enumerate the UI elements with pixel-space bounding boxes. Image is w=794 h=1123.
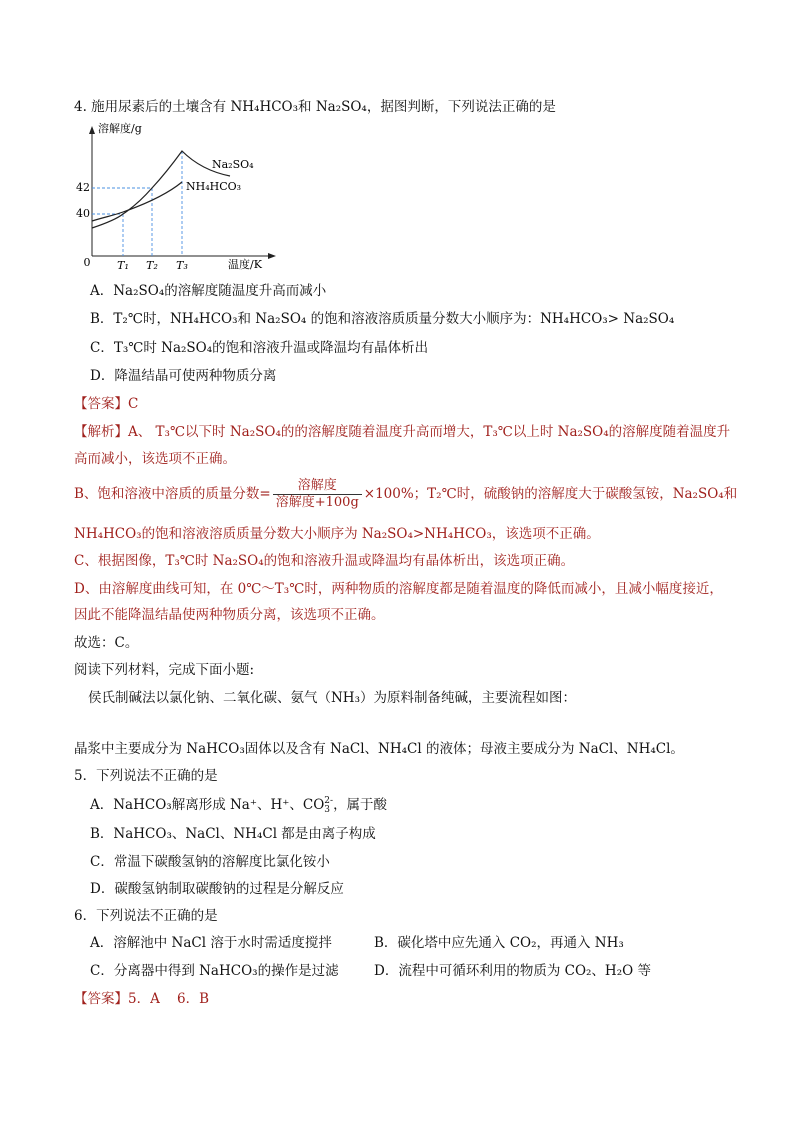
analysis-b-prefix: B、饱和溶液中溶质的质量分数= <box>74 486 271 502</box>
answer-value: C <box>128 396 139 412</box>
reading-note: 晶浆中主要成分为 NaHCO₃固体以及含有 NaCl、NH₄Cl 的液体；母液主要成分为 NaCl、NH₄Cl。 <box>74 741 684 757</box>
q4-stem: 4. 施用尿素后的土壤含有 NH₄HCO₃和 Na₂SO₄，据图判断，下列说法正确的是 <box>74 99 556 115</box>
analysis-a-text: A、 T₃℃以下时 Na₂SO₄的的溶解度随着温度升高而增大，T₃℃以上时 Na₂SO₄的溶解度随着温度升 <box>128 424 731 440</box>
frac-numerator: 溶解度 <box>273 478 362 495</box>
q4-analysis-a1 <box>74 423 730 441</box>
q4-analysis-b2: NH₄HCO₃的饱和溶液溶质质量分数大小顺序为 Na₂SO₄>NH₄HCO₃，该选项不正确。 <box>74 526 600 542</box>
answer-tag: 【答案】 <box>74 396 128 412</box>
tick-40: 40 <box>76 207 90 220</box>
analysis-b-suffix: ×100%；T₂℃时，硫酸钠的溶解度大于碳酸氢铵，Na₂SO₄和 <box>363 486 738 502</box>
x-axis-arrow <box>268 253 276 259</box>
mass-fraction-formula <box>273 478 362 511</box>
q4-option-a: A．Na₂SO₄的溶解度随温度升高而减小 <box>90 283 327 299</box>
q6-option-a: A．溶解池中 NaCl 溶于水时需适度搅拌 <box>90 935 332 951</box>
q6-stem: 6．下列说法不正确的是 <box>74 908 218 924</box>
y-axis-arrow <box>89 126 95 134</box>
q4-option-b: B．T₂℃时，NH₄HCO₃和 Na₂SO₄ 的饱和溶液溶质质量分数大小顺序为：NH₄HCO₃> Na₂SO₄ <box>90 311 675 327</box>
q6-option-d: D．流程中可循环利用的物质为 CO₂、H₂O 等 <box>374 963 651 979</box>
q4-analysis-b1 <box>74 478 737 511</box>
analysis-tag: 【解析】 <box>74 424 128 440</box>
y-axis-label: 溶解度/g <box>98 122 142 135</box>
q6-option-c: C．分离器中得到 NaHCO₃的操作是过滤 <box>90 963 339 979</box>
solubility-chart <box>70 118 280 278</box>
reading-material: 侯氏制碱法以氯化钠、二氧化碳、氨气（NH₃）为原料制备纯碱，主要流程如图： <box>88 690 576 706</box>
series-label-na2so4: Na₂SO₄ <box>212 158 254 171</box>
frac-denominator: 溶解度+100g <box>275 495 359 510</box>
q4-answer <box>74 395 138 413</box>
x-axis-label: 温度/K <box>228 258 262 271</box>
tick-t2: T₂ <box>146 259 158 272</box>
q5-option-b: B．NaHCO₃、NaCl、NH₄Cl 都是由离子构成 <box>90 826 376 842</box>
q5-option-d: D．碳酸氢钠制取碳酸钠的过程是分解反应 <box>90 881 344 897</box>
final-answer-tag: 【答案】 <box>74 991 128 1007</box>
q5-stem: 5．下列说法不正确的是 <box>74 768 218 784</box>
q4-option-c: C．T₃℃时 Na₂SO₄的饱和溶液升温或降温均有晶体析出 <box>90 340 429 356</box>
q4-option-d: D．降温结晶可使两种物质分离 <box>90 368 277 384</box>
tick-t3: T₃ <box>176 259 188 272</box>
carbonate-charge: 2- 3 <box>324 795 334 815</box>
reading-intro: 阅读下列材料，完成下面小题: <box>74 662 255 678</box>
q4-analysis-d2: 因此不能降温结晶使两种物质分离，该选项不正确。 <box>74 607 385 623</box>
q5-option-c: C．常温下碳酸氢钠的溶解度比氯化铵小 <box>90 854 330 870</box>
q4-analysis-a2: 高而减小，该选项不正确。 <box>74 451 236 467</box>
q4-analysis-c: C、根据图像，T₃℃时 Na₂SO₄的饱和溶液升温或降温均有晶体析出，该选项正确。 <box>74 553 575 569</box>
tick-42: 42 <box>76 181 90 194</box>
q6-option-b: B．碳化塔中应先通入 CO₂，再通入 NH₃ <box>374 935 624 951</box>
q4-analysis-d1: D、由溶解度曲线可知，在 0℃～T₃℃时，两种物质的溶解度都是随着温度的降低而减小，且减小幅度接近， <box>74 581 723 597</box>
q4-conclusion: 故选：C。 <box>74 635 139 651</box>
final-answer <box>74 990 209 1008</box>
tick-t1: T₁ <box>117 259 129 272</box>
series-label-nh4hco3: NH₄HCO₃ <box>186 180 242 193</box>
origin-label: 0 <box>83 256 91 269</box>
final-answer-value: 5．A 6．B <box>128 991 210 1007</box>
q5-option-a: A．NaHCO₃解离形成 Na⁺、H⁺、CO 2- 3 ，属于酸 <box>90 795 388 815</box>
